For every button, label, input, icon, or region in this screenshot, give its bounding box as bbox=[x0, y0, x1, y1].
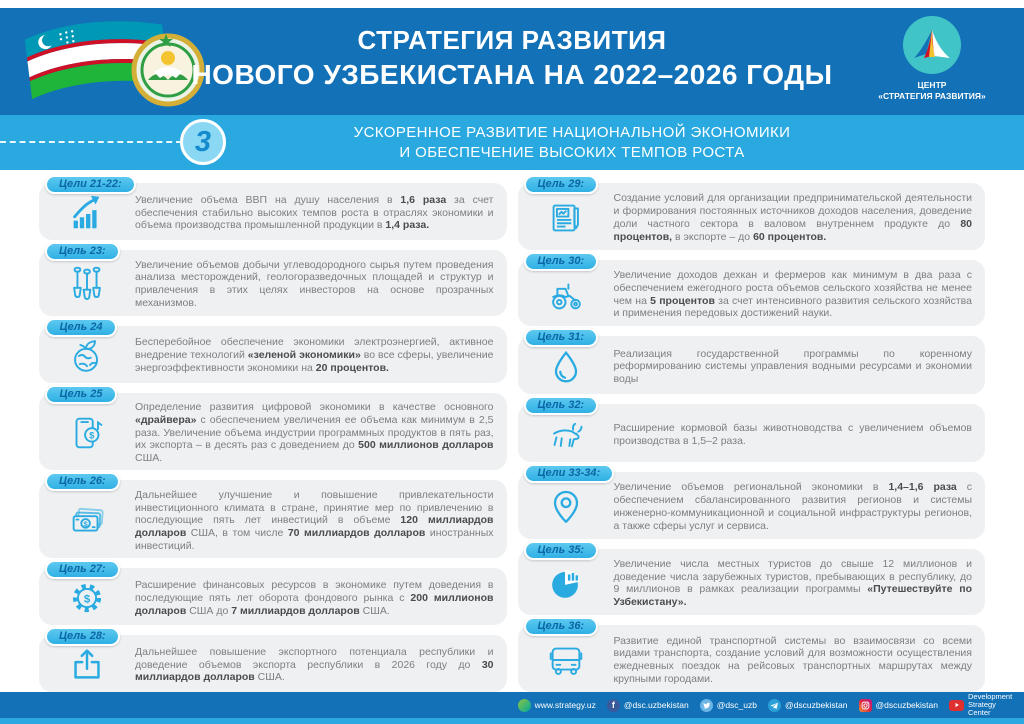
goal-label: Цель 36: bbox=[524, 617, 599, 636]
header bbox=[0, 8, 1024, 115]
goal-label: Цель 26: bbox=[45, 472, 120, 491]
goal-card-31 bbox=[518, 331, 986, 394]
goal-card-35 bbox=[518, 543, 986, 616]
goal-label: Цель 30: bbox=[524, 252, 599, 271]
goal-card-33-34 bbox=[518, 466, 986, 539]
center-logo-text-line2: «СТРАТЕГИЯ РАЗВИТИЯ» bbox=[878, 91, 986, 102]
svg-text:$: $ bbox=[89, 430, 95, 441]
telegram-icon bbox=[768, 699, 781, 712]
instagram-icon bbox=[859, 699, 872, 712]
footer-twitter[interactable] bbox=[700, 699, 757, 712]
location-pin-icon bbox=[518, 486, 614, 528]
goal-text: Развитие единой транспортной системы во взаимосвязи со всеми видами транспорта, создание условий для возможности осуществления ежедневных поездок на рейсовых транспортных маршрутах между крупными городами. bbox=[613, 634, 972, 685]
goal-text: Увеличение числа местных туристов до свыше 12 миллионов и доведение числа зарубежных туристов, пребывающих в республику, до 9 миллионов в рамках реализации программы «Путешествуйте по Узбекистану». bbox=[613, 557, 972, 609]
goal-card-28 bbox=[39, 630, 507, 692]
page-title-line2: НОВОГО УЗБЕКИСТАНА НА 2022–2026 ГОДЫ bbox=[191, 58, 833, 90]
goal-text: Дальнейшее улучшение и повышение привлекательности инвестиционного климата в стране, принятие мер по привлечению в последующие пять лет инвестиций в объеме 120 миллиардов долларов США, в том числе 70 миллиардов долларов иностранных инвестиций. bbox=[135, 488, 494, 552]
footer-telegram-label: @dscuzbekistan bbox=[785, 700, 848, 710]
footer-telegram[interactable] bbox=[768, 699, 848, 712]
goal-label: Цели 33-34: bbox=[524, 464, 615, 483]
center-logo-text-line1: ЦЕНТР bbox=[917, 80, 947, 90]
youtube-icon bbox=[949, 700, 964, 711]
section-title-line2: И ОБЕСПЕЧЕНИЕ ВЫСОКИХ ТЕМПОВ РОСТА bbox=[399, 143, 745, 161]
footer-instagram[interactable] bbox=[859, 699, 939, 712]
section-title-line1: УСКОРЕННОЕ РАЗВИТИЕ НАЦИОНАЛЬНОЙ ЭКОНОМИКИ bbox=[353, 124, 791, 141]
goal-card-36 bbox=[518, 620, 986, 692]
goal-card-23 bbox=[39, 244, 507, 316]
goal-label: Цель 24 bbox=[45, 318, 117, 337]
export-icon bbox=[39, 644, 135, 686]
goal-text: Расширение кормовой базы животноводства с увеличением объемов производства в 1,5–2 раза. bbox=[613, 421, 972, 447]
pie-chart-icon bbox=[518, 562, 614, 604]
goal-label: Цель 29: bbox=[524, 175, 599, 194]
water-drop-icon bbox=[518, 346, 614, 388]
facebook-icon: f bbox=[607, 699, 620, 712]
goal-card-29 bbox=[518, 178, 986, 250]
goal-label: Цели 21-22: bbox=[45, 175, 136, 194]
goal-text: Определение развития цифровой экономики в качестве основного «драйвера» с обеспечением увеличения ее объема как минимум в 2,5 раза. Увеличение объема индустрии программных продуктов в пять раз, их экспорта – в десять раз с доведением до 500 миллионов долларов США. bbox=[135, 400, 494, 465]
banknotes-icon bbox=[39, 500, 135, 542]
twitter-icon bbox=[700, 699, 713, 712]
goal-text: Расширение финансовых ресурсов в экономике путем доведения в последующие пять лет оборота фондового рынка с 200 миллионов долларов США до 7 миллиардов долларов США. bbox=[135, 578, 494, 617]
section-number-badge: 3 bbox=[180, 119, 226, 165]
footer-instagram-label: @dscuzbekistan bbox=[875, 700, 938, 710]
bottom-strip bbox=[0, 718, 1024, 724]
goals-grid bbox=[0, 170, 1024, 692]
goal-label: Цель 25 bbox=[45, 385, 117, 404]
section-bar bbox=[0, 115, 1024, 170]
goal-card-21-22 bbox=[39, 178, 507, 240]
goal-label: Цель 32: bbox=[524, 396, 599, 415]
goal-text: Увеличение объемов региональной экономики в 1,4–1,6 раза с обеспечением сбалансированного развития регионов и системы инженерно-коммуникационной и социальной инфраструктуры регионов, а также сферы услуг и сервиса. bbox=[613, 481, 972, 532]
goal-text: Бесперебойное обеспечение экономики электроэнергией, активное внедрение технологий «зеленой экономики» во все сферы, увеличение энергоэффективности экономики на 20 процентов. bbox=[135, 336, 494, 374]
footer-youtube-label: Development Strategy Center bbox=[968, 691, 1013, 718]
goal-card-24 bbox=[39, 320, 507, 383]
bus-icon bbox=[518, 639, 614, 681]
footer-website-label: www.strategy.uz bbox=[534, 700, 596, 710]
goal-label: Цель 27: bbox=[45, 560, 120, 579]
tractor-icon bbox=[518, 274, 614, 316]
cattle-icon bbox=[518, 414, 614, 456]
footer-facebook-label: @dsc.uzbekistan bbox=[623, 700, 689, 710]
digging-tools-icon bbox=[39, 263, 135, 305]
footer-website[interactable] bbox=[518, 699, 596, 712]
goal-label: Цель 31: bbox=[524, 328, 599, 347]
svg-text:$: $ bbox=[83, 593, 91, 606]
goals-column-right bbox=[518, 178, 986, 692]
goal-card-27 bbox=[39, 563, 507, 625]
goal-text: Реализация государственной программы по коренному реформированию системы управления водными ресурсами и экономии воды bbox=[613, 347, 972, 386]
goal-text: Увеличение объемов добычи углеводородного сырья путем проведения анализа месторождений, геологоразведочных площадей и структур и привлечения в этих целях инвесторов на основе прозрачных механизмов. bbox=[135, 258, 494, 310]
goal-card-26 bbox=[39, 475, 507, 558]
goal-text: Увеличение объема ВВП на душу населения в 1,6 раза за счет обеспечения стабильно высоких темпов роста в отраслях экономики и объема производства промышленной продукции в 1,4 раза. bbox=[135, 193, 494, 232]
goal-text: Увеличение доходов дехкан и фермеров как минимум в два раза с обеспечением ежегодного роста объемов сельского хозяйства не менее чем на 5 процентов за счет интенсивного развития сельского хозяйства и применения передовых достижений науки. bbox=[613, 268, 972, 320]
growth-chart-icon bbox=[39, 192, 135, 234]
goal-card-32 bbox=[518, 399, 986, 462]
mobile-payment-icon bbox=[39, 412, 135, 454]
section-title bbox=[120, 115, 1024, 170]
business-document-icon bbox=[518, 197, 614, 239]
footer-facebook[interactable] bbox=[607, 699, 689, 712]
footer-youtube[interactable] bbox=[949, 693, 1012, 718]
footer bbox=[0, 692, 1024, 718]
goal-label: Цель 35: bbox=[524, 541, 599, 560]
gear-dollar-icon bbox=[39, 577, 135, 619]
goal-text: Дальнейшее повышение экспортного потенциала республики и доведение объемов экспорта республики в 2026 году до 30 миллиардов долларов США. bbox=[135, 645, 494, 684]
website-icon bbox=[518, 699, 531, 712]
eco-globe-icon bbox=[39, 335, 135, 377]
goal-label: Цель 28: bbox=[45, 627, 120, 646]
center-logo bbox=[862, 16, 1002, 103]
svg-text:$: $ bbox=[83, 518, 88, 528]
goal-text: Создание условий для организации предпринимательской деятельности и формирования постоянных источников доходов населения, доведение доли частного сектора в валовом внутреннем продукте до 80 процентов, в экспорте – до 60 процентов. bbox=[613, 192, 972, 243]
goal-card-30 bbox=[518, 254, 986, 327]
goal-label: Цель 23: bbox=[45, 242, 120, 261]
page-title-line1: СТРАТЕГИЯ РАЗВИТИЯ bbox=[357, 25, 667, 55]
footer-twitter-label: @dsc_uzb bbox=[716, 700, 757, 710]
goals-column-left bbox=[39, 178, 507, 692]
center-logo-icon bbox=[903, 16, 961, 74]
goal-card-25 bbox=[39, 387, 507, 471]
